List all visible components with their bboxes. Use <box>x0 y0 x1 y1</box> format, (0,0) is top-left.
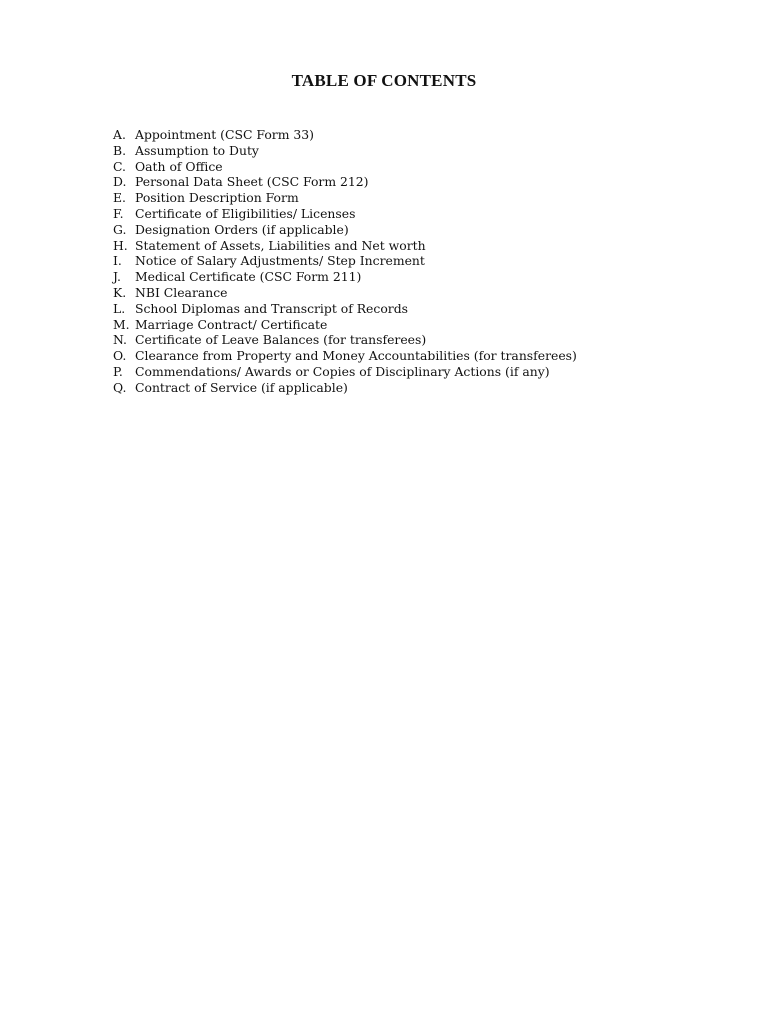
list-item <box>113 317 733 333</box>
list-item-letter: C. <box>113 158 126 174</box>
list-item-letter: A. <box>113 127 126 142</box>
list-item-text: Commendations/ Awards or Copies of Disciplinary Actions (if any) <box>135 363 550 379</box>
list-item <box>113 143 733 159</box>
list-item-letter: P. <box>113 363 123 379</box>
list-item <box>113 174 733 190</box>
list-item-text: Statement of Assets, Liabilities and Net worth <box>135 237 426 253</box>
list-item-letter: O. <box>113 348 127 364</box>
list-item-letter: J. <box>113 269 121 285</box>
list-item-text: Position Description Form <box>135 190 299 206</box>
list-item-text: Certificate of Leave Balances (for transferees) <box>135 332 427 348</box>
list-item-letter: Q. <box>113 379 127 395</box>
list-item-text: Appointment (CSC Form 33) <box>135 127 314 142</box>
list-item-text: Clearance from Property and Money Accountabilities (for transferees) <box>135 348 577 364</box>
list-item <box>113 238 733 254</box>
list-item <box>113 332 733 348</box>
list-item-text: Personal Data Sheet (CSC Form 212) <box>135 174 369 190</box>
table-of-contents-list <box>113 127 733 396</box>
list-item <box>113 348 733 364</box>
list-item-letter: L. <box>113 300 126 316</box>
list-item <box>113 364 733 380</box>
list-item-text: Contract of Service (if applicable) <box>135 379 348 395</box>
list-item <box>113 301 733 317</box>
list-item-letter: N. <box>113 332 127 348</box>
list-item-text: School Diplomas and Transcript of Records <box>135 300 408 316</box>
list-item <box>113 190 733 206</box>
page-title: TABLE OF CONTENTS <box>291 71 477 90</box>
list-item-letter: M. <box>113 316 130 332</box>
list-item <box>113 285 733 301</box>
list-item-text: Assumption to Duty <box>135 142 259 158</box>
list-item-letter: F. <box>113 205 124 221</box>
list-item-text: Certificate of Eligibilities/ Licenses <box>135 205 356 221</box>
list-item-letter: D. <box>113 174 127 190</box>
list-item-text: Oath of Office <box>135 158 223 174</box>
list-item-letter: E. <box>113 190 126 206</box>
list-item <box>113 127 733 143</box>
list-item <box>113 380 733 396</box>
list-item-letter: B. <box>113 142 127 158</box>
list-item-letter: H. <box>113 237 128 253</box>
list-item-text: Marriage Contract/ Certificate <box>135 316 328 332</box>
list-item-text: Notice of Salary Adjustments/ Step Increment <box>135 253 425 269</box>
list-item <box>113 206 733 222</box>
list-item <box>113 253 733 269</box>
list-item-letter: K. <box>113 284 127 300</box>
list-item-text: Designation Orders (if applicable) <box>135 221 349 237</box>
list-item <box>113 222 733 238</box>
list-item-letter: I. <box>113 253 122 269</box>
list-item-text: Medical Certificate (CSC Form 211) <box>135 269 362 285</box>
list-item <box>113 269 733 285</box>
list-item <box>113 159 733 175</box>
list-item-text: NBI Clearance <box>135 284 228 300</box>
list-item-letter: G. <box>113 221 127 237</box>
